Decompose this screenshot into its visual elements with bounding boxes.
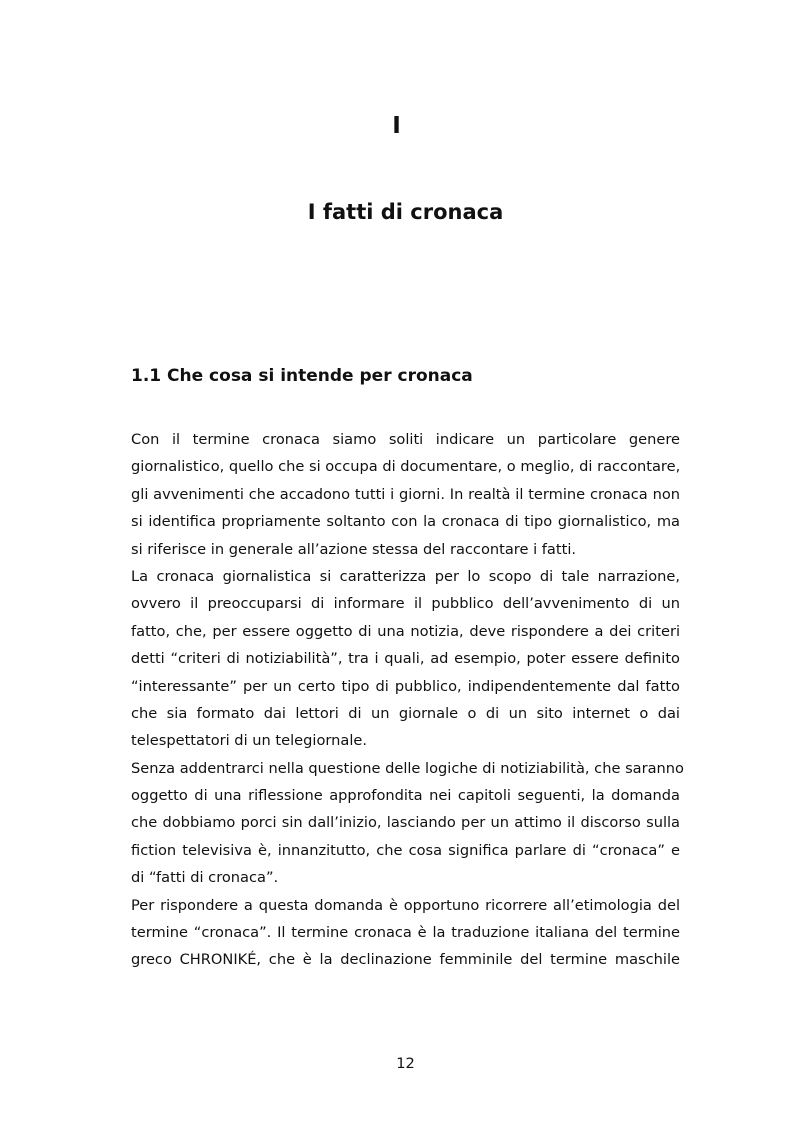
text-line: fatto, che, per essere oggetto di una notizia, deve rispondere a dei criteri bbox=[131, 622, 680, 640]
page-number: 12 bbox=[396, 1055, 415, 1072]
text-line: giornalistico, quello che si occupa di documentare, o meglio, di raccontare, bbox=[131, 458, 681, 476]
text-line: si identifica propriamente soltanto con la cronaca di tipo giornalistico, ma bbox=[131, 513, 680, 531]
text-line: di “fatti di cronaca”. bbox=[131, 869, 279, 887]
text-line: greco CHRONIKÉ, che è la declinazione femminile del termine maschile bbox=[131, 951, 680, 969]
text-line: termine “cronaca”. Il termine cronaca è la traduzione italiana del termine bbox=[131, 924, 680, 942]
text-line: gli avvenimenti che accadono tutti i giorni. In realtà il termine cronaca non bbox=[131, 485, 680, 503]
text-line: ovvero il preoccuparsi di informare il pubblico dell’avvenimento di un bbox=[131, 595, 680, 613]
body-text bbox=[131, 426, 684, 974]
text-line: telespettatori di un telegiornale. bbox=[131, 732, 367, 750]
text-line: che sia formato dai lettori di un giornale o di un sito internet o dai bbox=[131, 704, 680, 722]
section-title: 1.1 Che cosa si intende per cronaca bbox=[131, 366, 473, 386]
text-line: detti “criteri di notiziabilità”, tra i quali, ad esempio, poter essere definito bbox=[131, 650, 680, 668]
text-line: La cronaca giornalistica si caratterizza per lo scopo di tale narrazione, bbox=[131, 567, 680, 585]
text-line: Per rispondere a questa domanda è opportuno ricorrere all’etimologia del bbox=[131, 896, 680, 914]
text-line: si riferisce in generale all’azione stessa del raccontare i fatti. bbox=[131, 540, 577, 558]
text-line: Senza addentrarci nella questione delle logiche di notiziabilità, che saranno bbox=[131, 759, 684, 777]
text-line: fiction televisiva è, innanzitutto, che cosa significa parlare di “cronaca” e bbox=[131, 841, 680, 859]
text-line: oggetto di una riflessione approfondita nei capitoli seguenti, la domanda bbox=[131, 787, 680, 805]
text-line: che dobbiamo porci sin dall’inizio, lasciando per un attimo il discorso sulla bbox=[131, 814, 680, 832]
chapter-title: I fatti di cronaca bbox=[307, 200, 504, 224]
text-line: “interessante” per un certo tipo di pubblico, indipendentemente dal fatto bbox=[131, 677, 680, 695]
chapter-number: I bbox=[392, 113, 401, 139]
text-line: Con il termine cronaca siamo soliti indicare un particolare genere bbox=[131, 431, 680, 448]
